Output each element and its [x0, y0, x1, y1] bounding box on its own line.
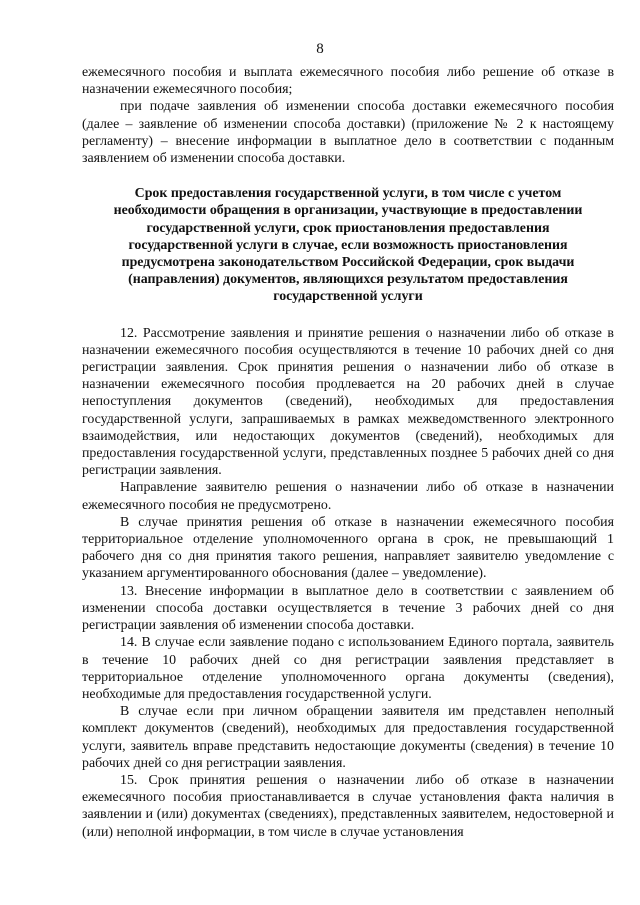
paragraph-14: 14. В случае если заявление подано с использованием Единого портала, заявитель в течение 10 рабочих дней со дня регистрации заявления представляет в территориальное отделение уполномоченного органа документы (сведения), необходимые для предоставления государственной услуги.: [82, 635, 614, 702]
page-number: 8: [316, 41, 324, 57]
paragraph-12: 12. Рассмотрение заявления и принятие решения о назначении либо об отказе в назначении ежемесячного пособия осуществляются в течение 10 рабочих дней со дня регистрации заявления. Срок принятия решения о назначении либо об отказе в назначении ежемесячного пособия продлевается на 20 рабочих дней в случае непоступления документов (сведений), необходимых для предоставления государственной услуги, запрашиваемых в рамках межведомственного электронного взаимодействия, или недостающих документов (сведений), необходимых для предоставления государственной услуги, представленных позднее 5 рабочих дней со дня регистрации заявления.: [82, 325, 614, 479]
paragraph-top-2: при подаче заявления об изменении способа доставки ежемесячного пособия (далее – заявление об изменении способа доставки) (приложение № 2 к настоящему регламенту) – внесение информации в выплатное дело в соответствии с поданным заявлением об изменении способа доставки.: [82, 99, 614, 167]
section-heading: Срок предоставления государственной услуги, в том числе с учетом необходимости обращения в организации, участвующие в предоставлении государственной услуги, срок приостановления предоставления государственной услуги в случае, если возможность приостановления предусмотрена законодательством Российской Федерации, срок выдачи (направления) документов, являющихся результатом предоставления государственной услуги: [113, 186, 583, 305]
document-body: [82, 64, 614, 841]
paragraph-13: 13. Внесение информации в выплатное дело в соответствии с заявлением об изменении способа доставки осуществляется в течение 3 рабочих дней со дня регистрации заявления об изменении способа доставки.: [82, 583, 614, 634]
paragraph-12-direction: Направление заявителю решения о назначении либо об отказе в назначении ежемесячного пособия не предусмотрено.: [82, 480, 614, 513]
paragraph-14-incomplete: В случае если при личном обращении заявителя им представлен неполный комплект документов (сведений), необходимых для предоставления государственной услуги, заявитель вправе представить недостающие документы (сведения) в течение 10 рабочих дней со дня регистрации заявления.: [82, 704, 614, 771]
paragraph-15: 15. Срок принятия решения о назначении либо об отказе в назначении ежемесячного пособия приостанавливается в случае установления факта наличия в заявлении и (или) документах (сведениях), представленных заявителем, недостоверной и (или) неполной информации, в том числе в случае установления: [82, 772, 614, 840]
paragraph-12-refusal: В случае принятия решения об отказе в назначении ежемесячного пособия территориальное отделение уполномоченного органа в срок, не превышающий 1 рабочего дня со дня принятия такого решения, направляет заявителю уведомление с указанием аргументированного обоснования (далее – уведомление).: [82, 514, 614, 582]
paragraph-top-1: ежемесячного пособия и выплата ежемесячного пособия либо решение об отказе в назначении ежемесячного пособия;: [82, 65, 614, 98]
